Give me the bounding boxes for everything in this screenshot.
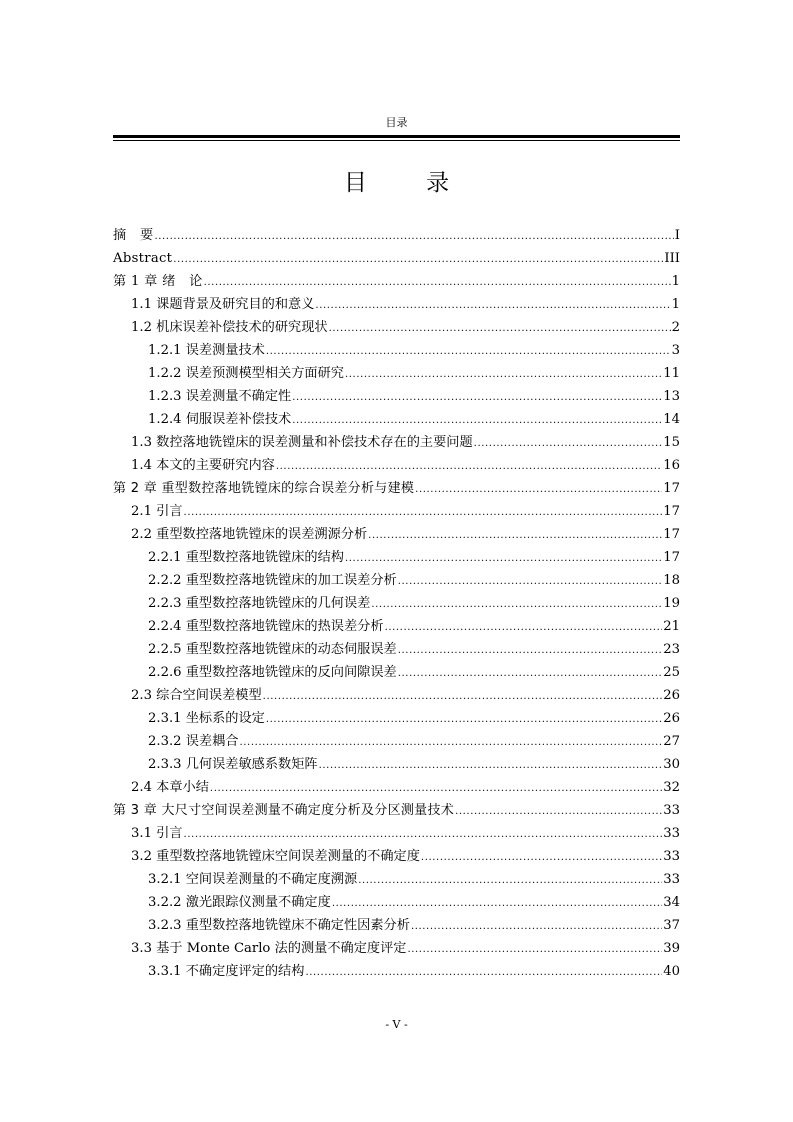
toc-entry[interactable] (113, 730, 680, 753)
toc-entry-label: 第 1 章 绪 论 (113, 274, 203, 289)
toc-entry-label: 2.2.1 重型数控落地铣镗床的结构 (148, 550, 344, 565)
toc-entry[interactable] (113, 431, 680, 454)
toc-entry[interactable] (113, 408, 680, 431)
toc-leader-dots (210, 777, 662, 800)
toc-entry-page: 1 (671, 274, 680, 289)
toc-entry-page: 33 (663, 872, 680, 887)
toc-leader-dots (329, 317, 671, 340)
toc-leader-dots (411, 915, 662, 938)
toc-entry-page: 30 (663, 757, 680, 772)
toc-leader-dots (184, 823, 663, 846)
toc-entry-label: 3.3.1 不确定度评定的结构 (148, 964, 305, 979)
toc-leader-dots (184, 501, 663, 524)
toc-entry[interactable] (113, 316, 680, 339)
toc-entry[interactable] (113, 615, 680, 638)
toc-entry[interactable] (113, 937, 680, 960)
toc-leader-dots (263, 685, 663, 708)
toc-entry-page: 19 (663, 596, 680, 611)
toc-entry-page: 1 (671, 297, 680, 312)
toc-entry[interactable] (113, 500, 680, 523)
toc-leader-dots (204, 271, 671, 294)
toc-leader-dots (154, 225, 673, 248)
toc-entry-page: 17 (663, 481, 680, 496)
toc-entry[interactable] (113, 799, 680, 822)
toc-entry[interactable] (113, 753, 680, 776)
toc-leader-dots (292, 386, 662, 409)
toc-entry-label: 2.2 重型数控落地铣镗床的误差溯源分析 (131, 527, 368, 542)
toc-title: 目 录 (343, 170, 476, 196)
toc-entry-page: 26 (663, 711, 680, 726)
toc-entry[interactable] (113, 385, 680, 408)
toc-entry[interactable] (113, 224, 680, 247)
toc-entry-label: 1.2.3 误差测量不确定性 (148, 389, 292, 404)
toc-entry[interactable] (113, 776, 680, 799)
toc-entry-page: 34 (663, 895, 680, 910)
toc-entry[interactable] (113, 293, 680, 316)
toc-entry-page: 33 (663, 849, 680, 864)
toc-entry-page: III (664, 251, 680, 266)
toc-entry[interactable] (113, 684, 680, 707)
toc-entry-page: 16 (663, 458, 680, 473)
toc-entry-label: 1.4 本文的主要研究内容 (131, 458, 275, 473)
toc-leader-dots (398, 639, 662, 662)
toc-leader-dots (371, 593, 662, 616)
toc-entry-label: 1.2.2 误差预测模型相关方面研究 (148, 366, 344, 381)
toc-entry-label: Abstract (113, 251, 173, 266)
toc-entry[interactable] (113, 247, 680, 270)
toc-leader-dots (455, 800, 662, 823)
toc-leader-dots (266, 340, 671, 363)
toc-entry[interactable] (113, 270, 680, 293)
toc-entry-label: 1.3 数控落地铣镗床的误差测量和补偿技术存在的主要问题 (131, 435, 473, 450)
toc-leader-dots (368, 524, 662, 547)
toc-entry[interactable] (113, 661, 680, 684)
toc-entry-label: 2.1 引言 (131, 504, 183, 519)
toc-entry-page: 37 (663, 918, 680, 933)
toc-entry-page: 27 (663, 734, 680, 749)
toc-entry-page: 26 (663, 688, 680, 703)
toc-entry[interactable] (113, 454, 680, 477)
toc-entry-label: 3.2.2 激光跟踪仪测量不确定度 (148, 895, 331, 910)
toc-entry-page: 14 (663, 412, 680, 427)
toc-entry-label: 2.2.4 重型数控落地铣镗床的热误差分析 (148, 619, 384, 634)
toc-entry-page: 15 (663, 435, 680, 450)
toc-entry-label: 1.1 课题背景及研究目的和意义 (131, 297, 315, 312)
toc-entry[interactable] (113, 546, 680, 569)
toc-leader-dots (415, 478, 662, 501)
toc-leader-dots (315, 294, 670, 317)
toc-entry-page: 32 (663, 780, 680, 795)
toc-entry-label: 2.2.2 重型数控落地铣镗床的加工误差分析 (148, 573, 397, 588)
toc-entry-label: 2.3.3 几何误差敏感系数矩阵 (148, 757, 318, 772)
toc-entry-page: 18 (663, 573, 680, 588)
toc-leader-dots (173, 248, 663, 271)
toc-entry-label: 2.2.3 重型数控落地铣镗床的几何误差 (148, 596, 371, 611)
toc-entry-page: 17 (663, 527, 680, 542)
toc-entry[interactable] (113, 638, 680, 661)
toc-entry-label: 1.2.1 误差测量技术 (148, 343, 265, 358)
toc-entry[interactable] (113, 592, 680, 615)
toc-leader-dots (398, 570, 662, 593)
toc-entry[interactable] (113, 914, 680, 937)
toc-leader-dots (398, 662, 662, 685)
toc-leader-dots (266, 708, 662, 731)
toc-entry-label: 2.2.5 重型数控落地铣镗床的动态伺服误差 (148, 642, 397, 657)
header-rule-thick (113, 135, 680, 138)
toc-entry-label: 3.2 重型数控落地铣镗床空间误差测量的不确定度 (131, 849, 420, 864)
toc-leader-dots (345, 363, 662, 386)
toc-entry-label: 第 3 章 大尺寸空间误差测量不确定度分析及分区测量技术 (113, 803, 455, 818)
toc-entry-page: 23 (663, 642, 680, 657)
toc-leader-dots (305, 961, 662, 984)
toc-leader-dots (385, 616, 663, 639)
toc-entry-label: 2.3.1 坐标系的设定 (148, 711, 265, 726)
toc-entry-label: 1.2.4 伺服误差补偿技术 (148, 412, 292, 427)
toc-entry-page: 40 (663, 964, 680, 979)
toc-entry-page: 13 (663, 389, 680, 404)
toc-entry-page: 17 (663, 504, 680, 519)
toc-entry-page: I (674, 228, 680, 243)
toc-entry-page: 33 (663, 826, 680, 841)
toc-entry[interactable] (113, 523, 680, 546)
toc-leader-dots (474, 432, 663, 455)
toc-entry[interactable] (113, 960, 680, 983)
toc-entry-label: 3.2.3 重型数控落地铣镗床不确定性因素分析 (148, 918, 410, 933)
toc-leader-dots (421, 846, 662, 869)
toc-entry[interactable] (113, 362, 680, 385)
toc-entry[interactable] (113, 891, 680, 914)
toc-entry[interactable] (113, 822, 680, 845)
toc-leader-dots (407, 938, 662, 961)
toc-entry-label: 2.3.2 误差耦合 (148, 734, 239, 749)
toc-leader-dots (292, 409, 662, 432)
toc-entry[interactable] (113, 477, 680, 500)
toc-entry-label: 2.4 本章小结 (131, 780, 209, 795)
toc-entry-label: 3.1 引言 (131, 826, 183, 841)
toc-entry-page: 21 (663, 619, 680, 634)
toc-entry[interactable] (113, 339, 680, 362)
toc-leader-dots (276, 455, 662, 478)
toc-entry-page: 2 (671, 320, 680, 335)
toc-leader-dots (358, 869, 662, 892)
toc-entry-label: 2.3 综合空间误差模型 (131, 688, 262, 703)
toc-entry-page: 11 (663, 366, 680, 381)
toc-entry-label: 3.2.1 空间误差测量的不确定度溯源 (148, 872, 358, 887)
header-rule-thin (113, 140, 680, 141)
running-header: 目录 (385, 116, 408, 129)
toc-entry[interactable] (113, 845, 680, 868)
toc-entry-label: 第 2 章 重型数控落地铣镗床的综合误差分析与建模 (113, 481, 415, 496)
toc-entry[interactable] (113, 569, 680, 592)
toc-entry-label: 3.3 基于 Monte Carlo 法的测量不确定度评定 (131, 941, 407, 956)
toc-entry-label: 2.2.6 重型数控落地铣镗床的反向间隙误差 (148, 665, 397, 680)
toc-entry-label: 1.2 机床误差补偿技术的研究现状 (131, 320, 328, 335)
table-of-contents (113, 224, 680, 983)
toc-entry-page: 3 (671, 343, 680, 358)
toc-leader-dots (332, 892, 662, 915)
toc-leader-dots (319, 754, 663, 777)
toc-entry[interactable] (113, 868, 680, 891)
toc-leader-dots (345, 547, 662, 570)
toc-entry-page: 39 (663, 941, 680, 956)
toc-entry-label: 摘 要 (113, 228, 154, 243)
toc-entry-page: 17 (663, 550, 680, 565)
toc-entry-page: 33 (663, 803, 680, 818)
toc-entry[interactable] (113, 707, 680, 730)
toc-leader-dots (240, 731, 663, 754)
page-number: - V - (385, 1018, 408, 1031)
toc-entry-page: 25 (663, 665, 680, 680)
